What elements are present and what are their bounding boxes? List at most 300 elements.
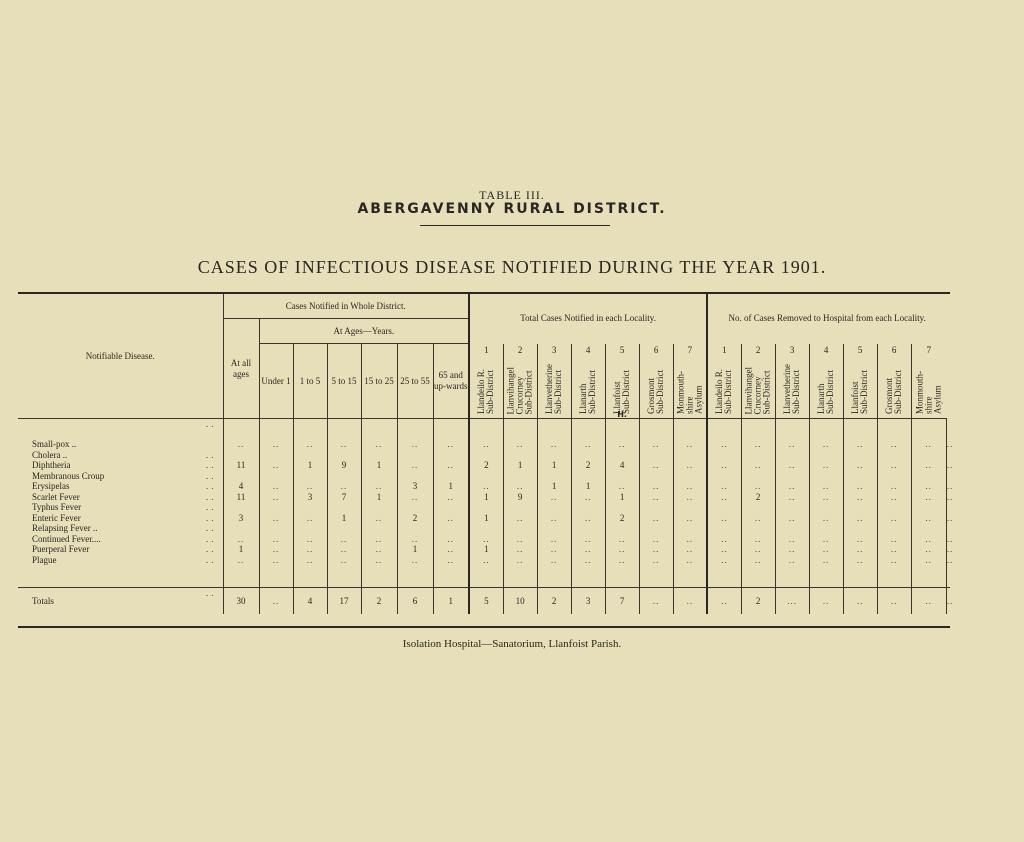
cell-value: .. [516, 481, 524, 492]
disease-name-text: Puerperal Fever [32, 544, 90, 555]
removed-locality-2-header [741, 344, 775, 419]
cell-value: 11 [236, 460, 246, 471]
table-cell [809, 481, 843, 492]
locality-name-line: Asylum [693, 385, 704, 414]
table-cell [293, 588, 327, 615]
cell-value: .. [856, 481, 864, 492]
table-cell [259, 588, 293, 615]
table-cell [537, 544, 571, 555]
cell-value: 1 [585, 481, 591, 492]
age-65-upwards-header: 65 and up-wards [433, 344, 469, 419]
table-cell [673, 513, 707, 524]
table-cell [361, 523, 397, 534]
table-cell [707, 492, 741, 503]
table-cell [327, 534, 361, 545]
table-cell [843, 588, 877, 615]
disease-name [18, 471, 223, 482]
locality-name-line: Sub-District [553, 370, 564, 414]
cell-value: .. [306, 439, 314, 450]
cell-value: .. [272, 554, 280, 565]
cell-value: .. [890, 481, 898, 492]
table-cell [877, 492, 911, 503]
disease-name-text: Erysipelas [32, 481, 70, 492]
table-cell [293, 460, 327, 471]
cell-value: .. [754, 554, 762, 565]
cell-value: .. [447, 544, 455, 555]
cell-value: .. [856, 439, 864, 450]
cell-value: .. [856, 544, 864, 555]
leader-dots: .. [206, 470, 217, 481]
table-cell [809, 555, 843, 566]
age-15-to-25-header: 15 to 25 [361, 344, 397, 419]
table-cell [673, 544, 707, 555]
table-cell [605, 419, 639, 450]
table-cell [327, 450, 361, 461]
table-cell [877, 555, 911, 566]
table-cell [605, 555, 639, 566]
cell-value: .. [686, 481, 694, 492]
cell-value: .. [890, 554, 898, 565]
table-cell [605, 492, 639, 503]
table-cell [259, 544, 293, 555]
locality-name-line: Sub-District [859, 370, 870, 414]
table-cell [469, 450, 503, 461]
locality-number: 4 [823, 344, 829, 355]
locality-name-line: Sub-District [723, 370, 734, 414]
main-title: CASES OF INFECTIOUS DISEASE NOTIFIED DURING THE YEAR 1901. [197, 257, 827, 277]
cell-value: .. [686, 554, 694, 565]
locality-name-line: Sub-District [523, 370, 534, 414]
cell-value: .. [237, 439, 245, 450]
table-cell [911, 492, 946, 503]
cell-value: .. [754, 460, 762, 471]
table-cell [639, 544, 673, 555]
table-cell [707, 471, 741, 482]
cell-value: .. [946, 460, 954, 471]
table-cell [537, 588, 571, 615]
table-cell [741, 450, 775, 461]
table-cell [571, 471, 605, 482]
cell-value: 4 [619, 460, 625, 471]
locality-name-line: Sub-District [825, 370, 836, 414]
table-cell [843, 534, 877, 545]
cell-value: 1 [307, 460, 313, 471]
cell-value: .. [652, 460, 660, 471]
cell-value: .. [447, 439, 455, 450]
cell-value: .. [483, 481, 490, 492]
table-cell [809, 450, 843, 461]
table-cell [259, 419, 293, 450]
cell-value: .. [788, 491, 796, 502]
spacer-cell [18, 565, 223, 588]
table-cell [433, 555, 469, 566]
table-cell [293, 544, 327, 555]
removed-locality-7-header [911, 344, 946, 419]
cell-value: .. [822, 596, 830, 606]
spacer-row [18, 565, 950, 588]
leader-dots: .. [206, 533, 217, 544]
cell-value: .. [272, 544, 280, 555]
removed-locality-5-header [843, 344, 877, 419]
table-cell [775, 471, 809, 482]
table-cell [911, 534, 946, 545]
table-cell [741, 513, 775, 524]
table-cell [741, 588, 775, 615]
cell-value: .. [411, 554, 419, 565]
leader-dots: .. [206, 419, 217, 429]
table-cell [911, 471, 946, 482]
cell-value: .. [411, 491, 419, 502]
cell-value: .. [618, 554, 626, 565]
table-cell [327, 481, 361, 492]
table-cell [259, 502, 293, 513]
table-cell [397, 534, 433, 545]
table-cell [911, 555, 946, 566]
spacer-cell [537, 565, 571, 588]
locality-number: 1 [484, 344, 489, 355]
table-cell [946, 523, 950, 534]
table-row [18, 523, 950, 534]
locality-name-line: Sub-District [587, 370, 598, 414]
table-cell [946, 502, 950, 513]
leader-dots: .. [206, 502, 217, 512]
table-cell [503, 492, 537, 503]
cell-value: 1 [412, 544, 418, 555]
table-cell [327, 419, 361, 450]
cell-value: 2 [619, 512, 625, 523]
notifiable-disease-header: Notifiable Disease. [18, 294, 223, 419]
cell-value: 2 [755, 491, 761, 502]
table-cell [809, 534, 843, 545]
table-cell [259, 523, 293, 534]
disease-name-text: Totals [32, 596, 54, 606]
table-cell [361, 588, 397, 615]
table-cell [741, 481, 775, 492]
cell-value: .. [340, 554, 348, 565]
spacer-cell [809, 565, 843, 588]
cell-value: .. [856, 512, 864, 523]
locality-name-line: Llanfoist [612, 381, 623, 414]
table-cell [223, 450, 259, 461]
table-cell [605, 534, 639, 545]
leader-dots: .. [206, 460, 217, 470]
table-cell [503, 588, 537, 615]
cell-value: .. [652, 544, 660, 555]
table-cell [503, 419, 537, 450]
cell-value: .. [652, 554, 660, 565]
disease-name [18, 534, 223, 545]
cell-value: .. [946, 596, 954, 606]
cell-value: .. [550, 439, 558, 450]
table-cell [571, 588, 605, 615]
cell-value: .. [946, 439, 954, 449]
cell-value: .. [822, 481, 830, 492]
cell-value: 3 [238, 512, 244, 523]
cell-value: .. [272, 533, 280, 544]
table-cell [361, 555, 397, 566]
table-cell [605, 588, 639, 615]
disease-name [18, 523, 223, 534]
table-cell [259, 534, 293, 545]
cell-value: .. [788, 460, 796, 471]
cell-value: .. [550, 491, 558, 502]
table-cell [877, 534, 911, 545]
cell-value: .. [946, 533, 954, 544]
table-cell [537, 523, 571, 534]
age-under-1-header: Under 1 [259, 344, 293, 419]
table-cell [639, 471, 673, 482]
table-cell [639, 534, 673, 545]
table-cell [946, 471, 950, 482]
table-cell [946, 512, 954, 524]
table-cell [503, 471, 537, 482]
cell-value: .. [946, 544, 954, 555]
cell-value: 7 [341, 491, 347, 502]
cell-value: .. [925, 512, 932, 523]
locality-number: 2 [755, 344, 761, 355]
locality-name-line: shire [923, 396, 934, 414]
cell-value: .. [272, 439, 280, 450]
cell-value: .. [721, 491, 728, 502]
cell-value: 9 [517, 491, 523, 502]
cell-value: .. [306, 544, 314, 555]
locality-name-line: Crucorney [514, 376, 525, 414]
table-cell [223, 460, 259, 471]
spacer-cell [673, 565, 707, 588]
leader-dots: .. [206, 512, 217, 523]
table-cell [707, 534, 741, 545]
table-cell [469, 460, 503, 471]
table-cell [809, 588, 843, 615]
table-cell [293, 534, 327, 545]
cell-value: .. [822, 512, 830, 523]
table-cell [639, 502, 673, 513]
table-cell [503, 555, 537, 566]
table-cell [741, 523, 775, 534]
table-cell [741, 460, 775, 471]
table-cell [809, 523, 843, 534]
locality-name [579, 370, 597, 414]
table-cell [571, 544, 605, 555]
locality-number: 7 [926, 344, 932, 355]
table-cell [877, 513, 911, 524]
table-cell [946, 533, 954, 545]
table-cell [877, 450, 911, 461]
table-cell [605, 460, 639, 471]
table-cell [707, 450, 741, 461]
table-cell [639, 450, 673, 461]
table-cell [741, 534, 775, 545]
table-cell [259, 481, 293, 492]
table-cell [571, 502, 605, 513]
table-cell [707, 460, 741, 471]
table-cell [673, 588, 707, 615]
cell-value: 3 [307, 491, 313, 502]
table-cell [469, 502, 503, 513]
table-cell [605, 523, 639, 534]
table-cell [946, 419, 954, 450]
cell-value: 1 [376, 491, 382, 502]
cell-value: .. [447, 491, 455, 502]
cell-value: .. [618, 533, 626, 544]
table-cell [503, 523, 537, 534]
locality-name-line: Asylum [932, 385, 943, 414]
table-cell [361, 513, 397, 524]
cell-value: .. [686, 460, 694, 471]
table-cell [361, 481, 397, 492]
total-locality-4-header [571, 344, 605, 419]
spacer-cell [946, 565, 950, 588]
cell-value: .. [721, 439, 728, 450]
table-cell [741, 502, 775, 513]
cell-value: 1 [238, 544, 244, 555]
cell-value: .. [375, 533, 383, 544]
cell-value: .. [516, 533, 524, 544]
table-cell [673, 492, 707, 503]
table-cell [877, 588, 911, 615]
table-cell [397, 481, 433, 492]
cell-value: .. [822, 554, 830, 565]
table-cell [327, 471, 361, 482]
at-ages-header: At Ages—Years. [259, 319, 469, 344]
table-cell [707, 502, 741, 513]
table-cell [775, 450, 809, 461]
table-cell [327, 555, 361, 566]
disease-name-text: Relapsing Fever .. [32, 523, 98, 534]
locality-name [545, 364, 563, 414]
table-cell [469, 471, 503, 482]
locality-name-line: Grosmont [646, 378, 657, 414]
cell-value: .. [925, 554, 932, 565]
disease-name [18, 492, 223, 503]
cell-value: .. [822, 460, 830, 471]
cell-value: .. [447, 460, 455, 471]
cell-value: 10 [515, 596, 525, 606]
locality-number: 5 [619, 344, 625, 355]
cell-value: .. [340, 481, 348, 492]
table-cell [469, 534, 503, 545]
table-cell [911, 544, 946, 555]
table-row [18, 534, 950, 545]
table-cell [469, 492, 503, 503]
disease-table [18, 294, 954, 614]
table-cell [946, 544, 954, 555]
table-cell [571, 534, 605, 545]
cell-value: .. [411, 460, 419, 471]
cell-value: .. [754, 439, 762, 450]
table-cell [537, 471, 571, 482]
cell-value: .. [272, 512, 280, 523]
table-cell [911, 419, 946, 450]
cell-value: .. [411, 439, 419, 450]
spacer-cell [911, 565, 946, 588]
locality-name-line: Llanarth [578, 383, 589, 414]
table-cell [223, 534, 259, 545]
locality-name-line: Monmouth- [914, 370, 925, 414]
cell-value: .. [584, 512, 592, 523]
table-cell [293, 492, 327, 503]
cell-value: .. [721, 544, 728, 555]
table-cell [775, 523, 809, 534]
table-cell [361, 492, 397, 503]
table-cell [639, 460, 673, 471]
cell-value: .. [721, 460, 728, 471]
leader-dots: .. [206, 554, 217, 565]
table-cell [259, 513, 293, 524]
all-ages-header: At all ages [223, 319, 259, 419]
cell-value: .. [788, 554, 796, 565]
table-cell [327, 492, 361, 503]
cell-value: .. [754, 481, 762, 492]
table-cell [741, 492, 775, 503]
cell-value: .. [754, 544, 762, 555]
table-cell [293, 513, 327, 524]
cell-value: .. [584, 439, 592, 450]
cell-value: .. [788, 481, 796, 492]
locality-number: 4 [585, 344, 591, 355]
table-cell [397, 555, 433, 566]
table-cell [911, 502, 946, 513]
table-cell [537, 419, 571, 450]
table-cell [397, 523, 433, 534]
cell-value: 30 [236, 596, 246, 606]
table-cell [775, 419, 809, 450]
table-cell [223, 502, 259, 513]
cell-value: .. [925, 439, 932, 450]
locality-name-line: Sub-District [791, 370, 802, 414]
cell-value: 9 [341, 460, 347, 471]
locality-name [851, 370, 869, 414]
leader-dots: .. [206, 588, 217, 598]
table-cell [775, 502, 809, 513]
table-cell [433, 513, 469, 524]
spacer-cell [397, 565, 433, 588]
table-cell [775, 492, 809, 503]
table-cell [605, 544, 639, 555]
locality-number: 2 [517, 344, 523, 355]
locality-name-line: Sub-District [655, 370, 666, 414]
cell-value: .. [686, 491, 694, 502]
table-cell [673, 419, 707, 450]
cell-value: .. [306, 533, 314, 544]
locality-name [915, 371, 942, 414]
table-cell [639, 481, 673, 492]
table-cell [877, 544, 911, 555]
table-row [18, 492, 950, 503]
cell-value: .. [340, 533, 348, 544]
table-cell [605, 513, 639, 524]
locality-number: 6 [653, 344, 659, 355]
locality-name [676, 371, 703, 414]
locality-name-line: Monmouth- [675, 370, 686, 414]
table-cell [293, 555, 327, 566]
cell-value: .. [925, 544, 932, 555]
table-cell [809, 419, 843, 450]
table-cell [946, 491, 954, 503]
cell-value: 1 [448, 481, 454, 492]
disease-name-text: Continued Fever.... [32, 533, 101, 544]
table-cell [259, 450, 293, 461]
cell-value: .. [822, 544, 830, 555]
table-cell [877, 523, 911, 534]
cell-value: .. [946, 512, 954, 523]
cell-value: 1 [376, 460, 382, 471]
table-cell [361, 534, 397, 545]
cell-value: .. [890, 439, 898, 450]
table-cell [397, 513, 433, 524]
cell-value: 1 [341, 512, 347, 523]
table-cell [327, 502, 361, 513]
